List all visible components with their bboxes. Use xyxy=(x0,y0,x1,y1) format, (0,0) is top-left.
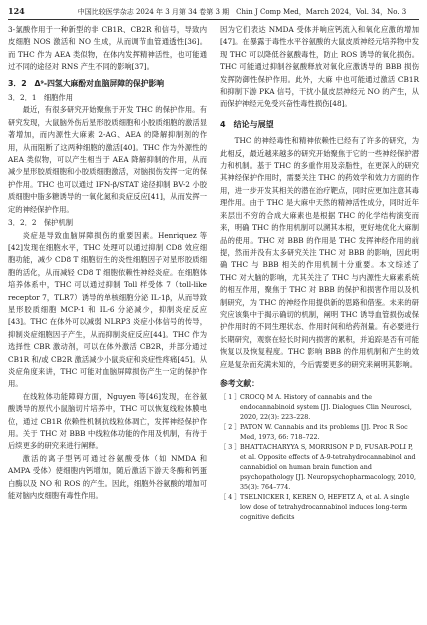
reference-text: TSELNICKER I, KEREN O, HEFETZ A, et al. A single low dose of tetrahydrocannabinol induces long-term cognitive deficits xyxy=(240,494,410,522)
reference-number: ［ 1 ］ xyxy=(220,394,241,402)
paragraph: 激活的离子型钙可通过谷氨酸受体（如 NMDA 和 AMPA 受体）使细胞内钙增加，随后激活下游天冬酶和钙蛋白酶以及 NO 和 ROS 的产生。因此，细胞外谷氨酸的增加可能对脑内皮细胞有毒性作用。 xyxy=(8,453,207,501)
reference-number: ［ 3 ］ xyxy=(220,444,241,452)
subsection-heading-3-2-2: 3．2．2 保护机制 xyxy=(8,218,74,228)
references-heading: 参考文献： xyxy=(220,378,259,388)
header-rule xyxy=(8,19,419,20)
paragraph: 最近，有很多研究开始聚焦于开发 THC 的保护作用。有研究发现，大鼠脑外伤后星形胶质细胞和小胶质细胞的激活显著增加，而内源性大麻素 2-AG、AEA 的降解抑制剂的作用，从而阻断了这两种细胞的激活[40]。THC 作为外源性的 AEA 类似物，可以产生相当于 AEA 降解抑制的作用，从而减少星形胶质细胞和小胶质细胞激活，对脑损伤发挥一定的保护作用。THC 也可以通过 IFN-β/STAT 途径抑制 BV-2 小胶质细胞中脂多糖诱导的一氧化氮和炎症反应[41]，从而发挥一定的神经保护作用。 xyxy=(8,105,207,214)
paragraph: 因为它们表达 NMDA 受体并响应钙流入和氧化应激的增加[47]。在暴露于毒性水平谷氨酸的大鼠皮质神经元培养物中发现 THC 可以降低谷氨酸毒性，防止 ROS 诱导的氧化损伤。THC 可能通过抑制谷氨酸释放对氧化应激诱导的 BBB 损伤发挥防御性保护作用。此外，大麻 中也可能通过激活 CB1R 和抑制下游 PKA 信号，干扰小鼠皮层神经元 NO 的产生，从而保护神经元免受兴奋性毒性损伤[48]。 xyxy=(220,25,419,109)
section-heading-3-2: 3．2 Δ⁹-四氢大麻酚对血脑屏障的保护影响 xyxy=(8,78,165,88)
page-number: 124 xyxy=(8,6,25,16)
reference-text: PATON W. Cannabis and its problems [J]. Proc R Soc Med, 1973, 66: 718–722. xyxy=(240,424,408,442)
paragraph: THC 的神经毒性和精神依赖性已经有了许多的研究，为此相反，最近越来越多的研究开始聚焦于它的一些神经保护潜力和机制。基于 THC 的多重作用及亲脂性，在更深入的研究其神经保护作用时，需要关注 THC 的药效学和效力方面的作用，进一步开发其相关的潜在治疗靶点，同时应更加注意其毒理作用。由于 THC 是大麻中天然的精神活性成分，同时近年来层出不穷的合成大麻素也是根据 THC 的化学结构演变而来，明确 THC 的作用机制可以溯其本根，更好地优化大麻制品的使用。THC 对 BBB 的作用是 THC 发挥神经作用的前提，然而并没有太多研究关注 THC 对 BBB 的影响，因此明确 THC 与 BBB 相关的作用机制十分重要。本文综述了 THC 对大脑的影响，尤其关注了 THC 与内源性大麻素系统的相互作用，聚焦于 THC 对 BBB 的保护和损害作用以及机制研究，为 THC 的神经作用提供新的思路和借鉴。未来的研究应该集中于揭示确切的机制，阐明 THC 诱导血管损伤或保护作用时的不同生理状态、作用时间和给药剂量。有必要进行长期研究，观察在轻长时间内损害的累积，并追踪是否有可能恢复以及恢复程度。THC 影响 BBB 的作用机制和产生的效应是复杂而充满未知的，今后需要更多的研究来阐明其影响。 xyxy=(220,136,419,369)
right-column xyxy=(220,24,419,523)
reference-item xyxy=(220,393,419,423)
subsection-heading-3-2-1: 3．2．1 细胞作用 xyxy=(8,93,74,103)
running-header xyxy=(8,6,419,18)
reference-item xyxy=(220,443,419,493)
reference-item xyxy=(220,493,419,523)
reference-item xyxy=(220,423,419,443)
reference-number: ［ 2 ］ xyxy=(220,424,241,432)
left-column xyxy=(8,24,207,502)
reference-text: CROCQ M A. History of cannabis and the endocannabinoid system [J]. Dialogues Clin Neurosci, 2020, 22(3): 223–228. xyxy=(240,394,412,422)
reference-text: BHATTACHARYYA S, MORRISON P D, FUSAR-POLI P, et al. Opposite effects of Δ-9-tetrahydrocannabinol and cannabidiol on human brain function and psychopathology [J]. Neuropsychopharmacology, 2010, 35(3): 764–774. xyxy=(240,444,416,492)
journal-citation-line: 中国比较医学杂志 2024 年 3 月第 34 卷第 3 期 Chin J Comp Med，March 2024，Vol. 34，No. 3 xyxy=(77,8,407,16)
reference-number: ［ 4 ］ xyxy=(220,494,241,502)
paragraph: 在线粒体功能障碍方面，Nguyen 等[46]发现，在谷氨酸诱导的原代小鼠脑切片培养中，THC 可以恢复线粒体膜电位，通过 CB1R 依赖性机制抗线粒体凋亡，发挥神经保护作用。关于 THC 对 BBB 中线粒体功能的作用及机制，有待于后续更多的研究来进行阐释。 xyxy=(8,391,207,451)
paragraph: 炎症是导致血脑屏障损伤的重要因素。Henriquez 等[42]发现在细胞水平，THC 处理可以通过抑制 CD8 效应细胞功能，减少 CD8 T 细胞衍生的炎性细胞因子对星形胶质细胞的活化，从而减轻 CD8 T 细胞依赖性神经炎症。在细胞体培养体系中，THC 可以通过抑制 Toll 样受体 7（toll-like receptor 7，TLR7）诱导的单核细胞分泌 IL-1β，从而导致星形胶质细胞 MCP-1 和 IL-6 分泌减少，抑制炎症反应[43]。THC 在体外可以减弱 NLRP3 炎症小体信号的传导，抑制炎症细胞因子产生，从而抑制炎症反应[44]。THC 作为选择性 CBR 激动剂，可以在体外激活 CB2R，并部分通过 CB1R 和/或 CB2R 激活减少小鼠炎症和炎症性疼痛[45]。从炎症角度来讲，THC 可能对血脑屏障损伤产生一定的保护作用。 xyxy=(8,230,207,389)
section-heading-4: 4 结论与展望 xyxy=(220,119,274,129)
paragraph: 3-氯酸作用于一种新型的非 CB1R、CB2R 和信号，导致内皮细胞 NOS 激活和 NO 生成，从而调节血管通透性[36]。而 THC 作为 AEA 类似物，在体内发挥精神活性，也可能通过不同的途径对 RNS 产生不同的影响[37]。 xyxy=(8,25,207,72)
